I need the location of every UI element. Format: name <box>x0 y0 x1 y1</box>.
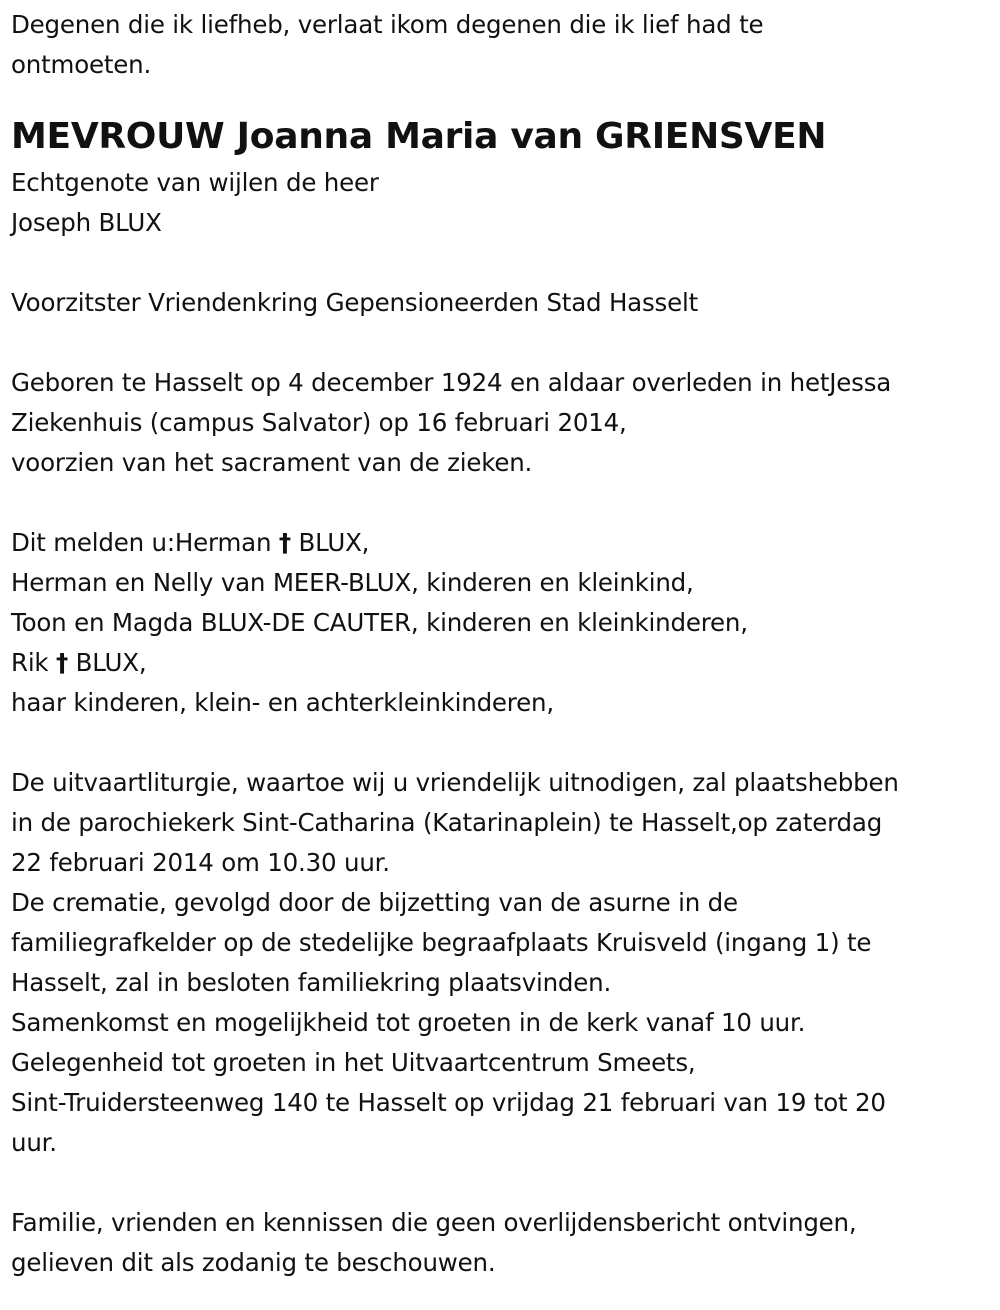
spacer <box>11 483 991 523</box>
announcer-line-1-prefix: Dit melden u:Herman <box>11 528 279 557</box>
funeral-line-3: 22 februari 2014 om 10.30 uur. <box>11 848 390 877</box>
spacer <box>11 1163 991 1203</box>
funeral-line-6: Hasselt, zal in besloten familiekring plaatsvinden. <box>11 968 612 997</box>
funeral-line-7: Samenkomst en mogelijkheid tot groeten in de kerk vanaf 10 uur. <box>11 1008 806 1037</box>
birth-death-line-1: Geboren te Hasselt op 4 december 1924 en aldaar overleden in hetJessa <box>11 368 892 397</box>
announcer-line-3: Toon en Magda BLUX-DE CAUTER, kinderen en kleinkinderen, <box>11 608 748 637</box>
spacer <box>11 243 991 283</box>
birth-death-line-3: voorzien van het sacrament van de zieken. <box>11 448 533 477</box>
spacer <box>11 723 991 763</box>
obituary-document <box>11 5 991 1283</box>
announcer-line-1-suffix: BLUX, <box>290 528 370 557</box>
funeral-line-10: uur. <box>11 1128 57 1157</box>
cross-icon: † <box>278 528 291 557</box>
function-line: Voorzitster Vriendenkring Gepensioneerden Stad Hasselt <box>11 288 699 317</box>
funeral-line-2: in de parochiekerk Sint-Catharina (Katarinaplein) te Hasselt,op zaterdag <box>11 808 883 837</box>
funeral-line-5: familiegrafkelder op de stedelijke begraafplaats Kruisveld (ingang 1) te <box>11 928 872 957</box>
funeral-line-1: De uitvaartliturgie, waartoe wij u vriendelijk uitnodigen, zal plaatshebben <box>11 768 899 797</box>
cross-icon: † <box>56 648 69 677</box>
announcer-line-5: haar kinderen, klein- en achterkleinkinderen, <box>11 688 554 717</box>
closing-line-1: Familie, vrienden en kennissen die geen overlijdensbericht ontvingen, <box>11 1208 857 1237</box>
spacer <box>11 323 991 363</box>
funeral-line-8: Gelegenheid tot groeten in het Uitvaartcentrum Smeets, <box>11 1048 696 1077</box>
announcer-line-1 <box>11 523 991 563</box>
spouse-line-2: Joseph BLUX <box>11 208 162 237</box>
announcer-line-4-suffix: BLUX, <box>68 648 147 677</box>
announcer-line-2: Herman en Nelly van MEER-BLUX, kinderen en kleinkind, <box>11 568 694 597</box>
motto-line-2: ontmoeten. <box>11 50 152 79</box>
birth-death-line-2: Ziekenhuis (campus Salvator) op 16 februari 2014, <box>11 408 627 437</box>
motto-line-1: Degenen die ik liefheb, verlaat ikom degenen die ik lief had te <box>11 10 764 39</box>
announcer-line-4-prefix: Rik <box>11 648 57 677</box>
deceased-name: MEVROUW Joanna Maria van GRIENSVEN <box>11 116 827 157</box>
closing-line-2: gelieven dit als zodanig te beschouwen. <box>11 1248 496 1277</box>
spouse-line-1: Echtgenote van wijlen de heer <box>11 168 379 197</box>
funeral-line-9: Sint-Truidersteenweg 140 te Hasselt op vrijdag 21 februari van 19 tot 20 <box>11 1088 886 1117</box>
funeral-line-4: De crematie, gevolgd door de bijzetting van de asurne in de <box>11 888 738 917</box>
announcer-line-4 <box>11 643 991 683</box>
